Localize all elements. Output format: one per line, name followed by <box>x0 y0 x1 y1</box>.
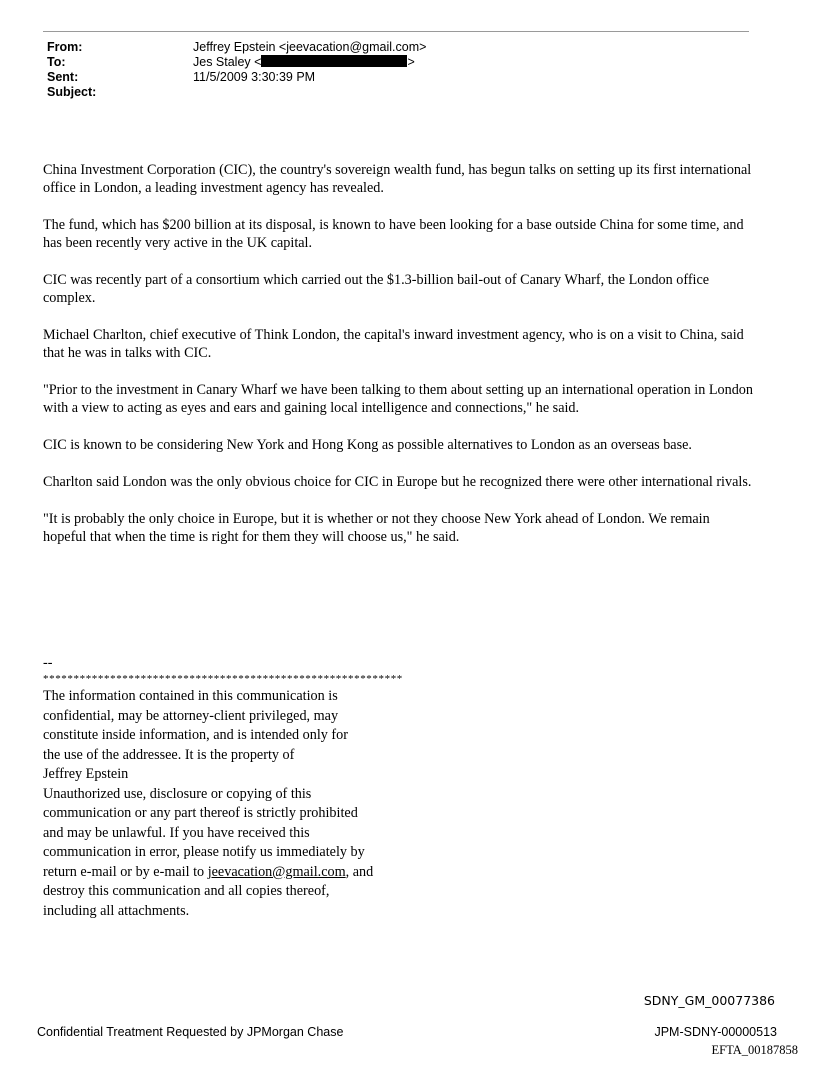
from-row <box>47 40 426 55</box>
disclaimer-line: The information contained in this communication is <box>43 688 338 704</box>
efta-number: EFTA_00187858 <box>711 1043 798 1057</box>
email-link[interactable]: jeevacation@gmail.com <box>207 863 346 880</box>
to-value <box>193 55 415 70</box>
disclaimer-line: constitute inside information, and is intended only for <box>43 727 348 743</box>
disclaimer-line-with-link <box>43 863 513 883</box>
from-value: Jeffrey Epstein <jeevacation@gmail.com> <box>193 40 427 54</box>
link-line-prefix: return e-mail or by e-mail to <box>43 863 208 880</box>
email-header <box>47 40 426 100</box>
to-suffix: > <box>407 55 415 69</box>
sent-value: 11/5/2009 3:30:39 PM <box>193 70 316 84</box>
bates-number-jpm: JPM-SDNY-00000513 <box>654 1025 777 1039</box>
body-paragraph: "It is probably the only choice in Europe, but it is whether or not they choose New York ahead of London. We remain hopeful that when the time is right for them they will choose us," he said. <box>43 511 710 545</box>
disclaimer-line: the use of the addressee. It is the property of <box>43 746 295 763</box>
link-line-suffix: , and <box>345 863 374 880</box>
sent-row <box>47 70 426 85</box>
subject-label: Subject: <box>47 85 97 99</box>
body-paragraph: Charlton said London was the only obvious choice for CIC in Europe but he recognized there were other international rivals. <box>43 474 752 490</box>
to-prefix: Jes Staley < <box>193 55 262 69</box>
from-label: From: <box>47 40 83 54</box>
disclaimer-line: communication in error, please notify us immediately by <box>43 844 365 860</box>
disclaimer-line: Unauthorized use, disclosure or copying of this <box>43 785 312 802</box>
disclaimer-line: communication or any part thereof is strictly prohibited <box>43 805 358 821</box>
subject-row <box>47 85 426 100</box>
confidential-notice: Confidential Treatment Requested by JPMorgan Chase <box>37 1025 344 1039</box>
signature-stars: *********************************************************** <box>43 673 403 685</box>
disclaimer-line: including all attachments. <box>43 902 190 919</box>
signature-disclaimer <box>43 654 513 921</box>
disclaimer-line: confidential, may be attorney-client privileged, may <box>43 707 339 724</box>
disclaimer-line: Jeffrey Epstein <box>43 766 129 782</box>
body-paragraph: "Prior to the investment in Canary Wharf we have been talking to them about setting up an international operation in London with a view to acting as eyes and ears and gaining local intelligence and connections," he said. <box>43 382 753 416</box>
body-paragraph: CIC was recently part of a consortium which carried out the $1.3-billion bail-out of Canary Wharf, the London office complex. <box>43 272 710 306</box>
to-label: To: <box>47 55 66 69</box>
body-paragraph: CIC is known to be considering New York and Hong Kong as possible alternatives to London as an overseas base. <box>43 437 692 453</box>
body-paragraph: Michael Charlton, chief executive of Think London, the capital's inward investment agency, who is on a visit to China, said that he was in talks with CIC. <box>43 327 744 361</box>
body-paragraph: China Investment Corporation (CIC), the country's sovereign wealth fund, has begun talks on setting up its first international office in London, a leading investment agency has revealed. <box>43 162 752 196</box>
header-divider <box>43 31 749 32</box>
redaction-block <box>261 55 407 67</box>
to-row <box>47 55 426 70</box>
disclaimer-line: and may be unlawful. If you have received this <box>43 824 310 841</box>
disclaimer-line: destroy this communication and all copies thereof, <box>43 883 330 899</box>
signature-dashes: -- <box>43 655 53 671</box>
bates-number-sdny: SDNY_GM_00077386 <box>643 993 775 1008</box>
email-body <box>43 161 755 565</box>
sent-label: Sent: <box>47 70 79 84</box>
body-paragraph: The fund, which has $200 billion at its disposal, is known to have been looking for a base outside China for some time, and has been recently very active in the UK capital. <box>43 217 744 251</box>
